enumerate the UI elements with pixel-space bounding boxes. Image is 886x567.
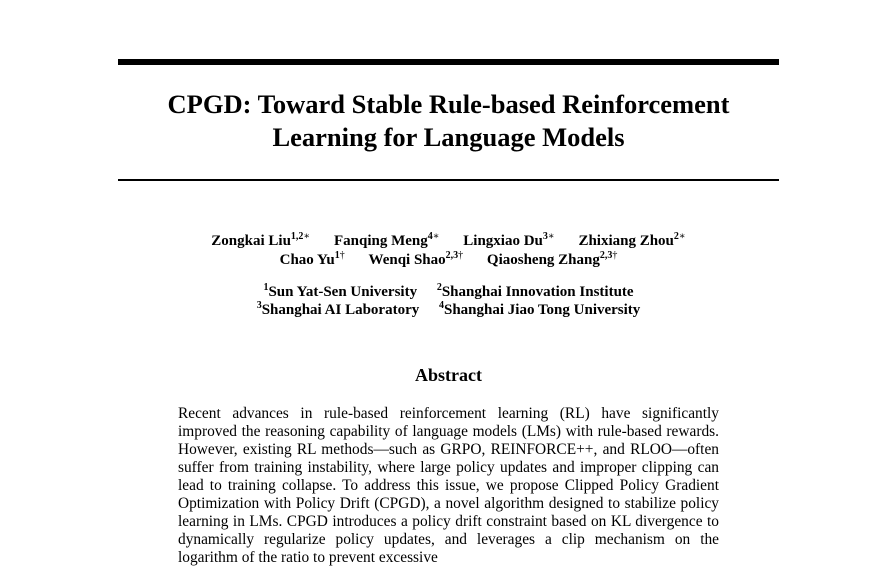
title-line-2: Learning for Language Models [272, 122, 625, 152]
author-row-1 [118, 232, 779, 251]
affiliation-list [118, 283, 779, 319]
author: Lingxiao $Du^{3∗}$ [463, 231, 555, 249]
affiliation-row-1 [118, 283, 779, 301]
affiliation: $^1$Sun Yat-Sen University [263, 282, 418, 300]
author: Fanqing Meng$^{4∗}$ [333, 231, 440, 249]
affiliation-row-2 [118, 301, 779, 319]
title-bottom-rule [118, 179, 779, 181]
abstract-heading: Abstract [415, 365, 482, 385]
abstract-text: Recent advances in rule-based reinforcement learning (RL) have significantly improved the reasoning capability of language models (LMs) with rule-based rewards. However, existing RL methods—such as GRPO, REINFORCE++, and RLOO—often suffer from training instability, where large policy updates and improper clipping can lead to training collapse. To address this issue, we propose Clipped Policy Gradient Optimization with Policy Drift (CPGD), a novel algorithm designed to stabilize policy learning in LMs. CPGD introduces a policy drift constraint based on KL divergence to dynamically regularize policy updates, and leverages a clip mechanism on the logarithm of the ratio to prevent excessive [178, 405, 719, 566]
author: Zhixiang Zhou$^{2∗}$ [578, 231, 686, 249]
author-list [118, 232, 779, 270]
author: Qiaosheng Zhang$^{2,3\dagger}$ [486, 250, 618, 268]
author: Zongkai Liu$^{1,2∗}$ [211, 231, 311, 249]
author: Chao $Yu^{1\dagger}$ [279, 250, 345, 268]
affiliation: $^2$Shanghai Innovation Institute [436, 282, 634, 300]
author: Wenqi Shao$^{2,3\dagger}$ [368, 250, 464, 268]
affiliation: $^3$Shanghai AI Laboratory [256, 300, 420, 318]
affiliation: $^4$Shanghai Jiao Tong University [438, 300, 641, 318]
author-row-2 [118, 251, 779, 270]
title-top-rule [118, 59, 779, 65]
title-line-1: CPGD: Toward Stable Rule-based Reinforcement [167, 89, 730, 119]
paper-title [118, 88, 779, 154]
